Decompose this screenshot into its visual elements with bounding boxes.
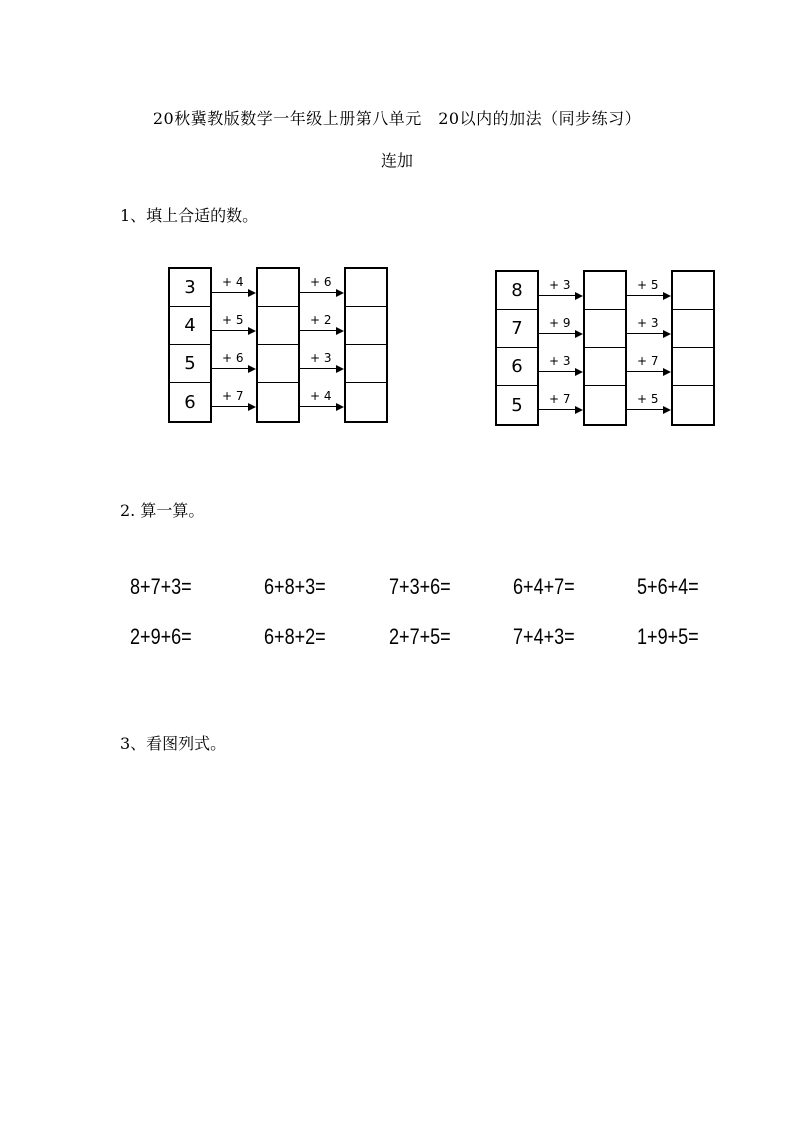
op-arrow xyxy=(627,278,671,298)
addition-problem: 5+6+4= xyxy=(637,574,699,599)
op-arrow xyxy=(212,313,256,333)
op-arrow xyxy=(212,275,256,295)
addition-problem: 6+8+2= xyxy=(264,624,326,649)
section-3-heading: 3、看图列式。 xyxy=(120,734,227,753)
answer-box[interactable] xyxy=(673,310,713,348)
op-arrow xyxy=(300,275,344,295)
page-subtitle: 连加 xyxy=(380,151,413,170)
page-title: 20秋冀教版数学一年级上册第八单元 20以内的加法（同步练习） xyxy=(152,109,642,128)
start-number: 6 xyxy=(497,348,537,386)
answer-box[interactable] xyxy=(346,383,386,421)
start-number: 6 xyxy=(184,391,196,413)
arrow-head-icon xyxy=(663,406,671,414)
arrow-head-icon xyxy=(575,406,583,414)
answer-box[interactable] xyxy=(585,272,625,310)
start-number: 5 xyxy=(511,394,523,416)
answer-box[interactable] xyxy=(673,386,713,424)
arrow-head-icon xyxy=(248,403,256,411)
arrow-head-icon xyxy=(575,330,583,338)
op-arrow xyxy=(212,351,256,371)
answer-box[interactable] xyxy=(258,269,298,307)
start-number: 7 xyxy=(497,310,537,348)
addition-problem: 6+4+7= xyxy=(513,574,575,599)
answer-box[interactable] xyxy=(673,272,713,310)
op-label: + 3 xyxy=(549,278,571,292)
op-arrow xyxy=(300,351,344,371)
op-arrow xyxy=(212,389,256,409)
start-number: 8 xyxy=(497,272,537,310)
op-arrow xyxy=(300,389,344,409)
arrow-head-icon xyxy=(336,365,344,373)
op-label: + 5 xyxy=(222,313,244,327)
addition-problem: 2+7+5= xyxy=(389,624,451,649)
answer-column-1 xyxy=(583,270,627,426)
arrow-head-icon xyxy=(248,365,256,373)
op-label: + 5 xyxy=(637,278,659,292)
addition-problem: 7+4+3= xyxy=(513,624,575,649)
answer-column-2 xyxy=(671,270,715,426)
op-label: + 7 xyxy=(549,392,571,406)
answer-box[interactable] xyxy=(585,348,625,386)
op-label: + 2 xyxy=(310,313,332,327)
op-label: + 3 xyxy=(637,316,659,330)
answer-box[interactable] xyxy=(346,345,386,383)
arrow-head-icon xyxy=(663,330,671,338)
addition-problem: 2+9+6= xyxy=(130,624,192,649)
addition-problem: 8+7+3= xyxy=(130,574,192,599)
arrow-head-icon xyxy=(336,289,344,297)
op-label: + 6 xyxy=(222,351,244,365)
arrow-head-icon xyxy=(575,292,583,300)
start-number: 4 xyxy=(170,307,210,345)
answer-box[interactable] xyxy=(673,348,713,386)
op-label: + 3 xyxy=(549,354,571,368)
answer-box[interactable] xyxy=(346,307,386,345)
op-label: + 7 xyxy=(637,354,659,368)
section-2-heading: 2. 算一算。 xyxy=(120,501,205,520)
op-label: + 4 xyxy=(310,389,332,403)
op-arrow xyxy=(539,316,583,336)
answer-column-2 xyxy=(344,267,388,423)
section-1-heading: 1、填上合适的数。 xyxy=(120,206,259,225)
answer-box[interactable] xyxy=(585,386,625,424)
op-arrow xyxy=(539,278,583,298)
op-arrow xyxy=(539,392,583,412)
op-label: + 7 xyxy=(222,389,244,403)
arrow-head-icon xyxy=(336,327,344,335)
op-label: + 6 xyxy=(310,275,332,289)
answer-box[interactable] xyxy=(346,269,386,307)
op-label: + 4 xyxy=(222,275,244,289)
op-arrow xyxy=(539,354,583,374)
op-label: + 9 xyxy=(549,316,571,330)
arrow-head-icon xyxy=(575,368,583,376)
addition-problem: 1+9+5= xyxy=(637,624,699,649)
answer-column-1 xyxy=(256,267,300,423)
arrow-head-icon xyxy=(336,403,344,411)
answer-box[interactable] xyxy=(258,345,298,383)
op-label: + 5 xyxy=(637,392,659,406)
answer-box[interactable] xyxy=(258,383,298,421)
arrow-head-icon xyxy=(663,368,671,376)
op-arrow xyxy=(627,392,671,412)
arrow-head-icon xyxy=(248,327,256,335)
op-label: + 3 xyxy=(310,351,332,365)
addition-problem: 7+3+6= xyxy=(389,574,451,599)
start-number: 5 xyxy=(170,345,210,383)
start-column xyxy=(495,270,539,426)
answer-box[interactable] xyxy=(258,307,298,345)
op-arrow xyxy=(300,313,344,333)
op-arrow xyxy=(627,354,671,374)
arrow-head-icon xyxy=(663,292,671,300)
arrow-head-icon xyxy=(248,289,256,297)
addition-problem: 6+8+3= xyxy=(264,574,326,599)
start-number: 3 xyxy=(170,269,210,307)
start-column xyxy=(168,267,212,423)
op-arrow xyxy=(627,316,671,336)
answer-box[interactable] xyxy=(585,310,625,348)
